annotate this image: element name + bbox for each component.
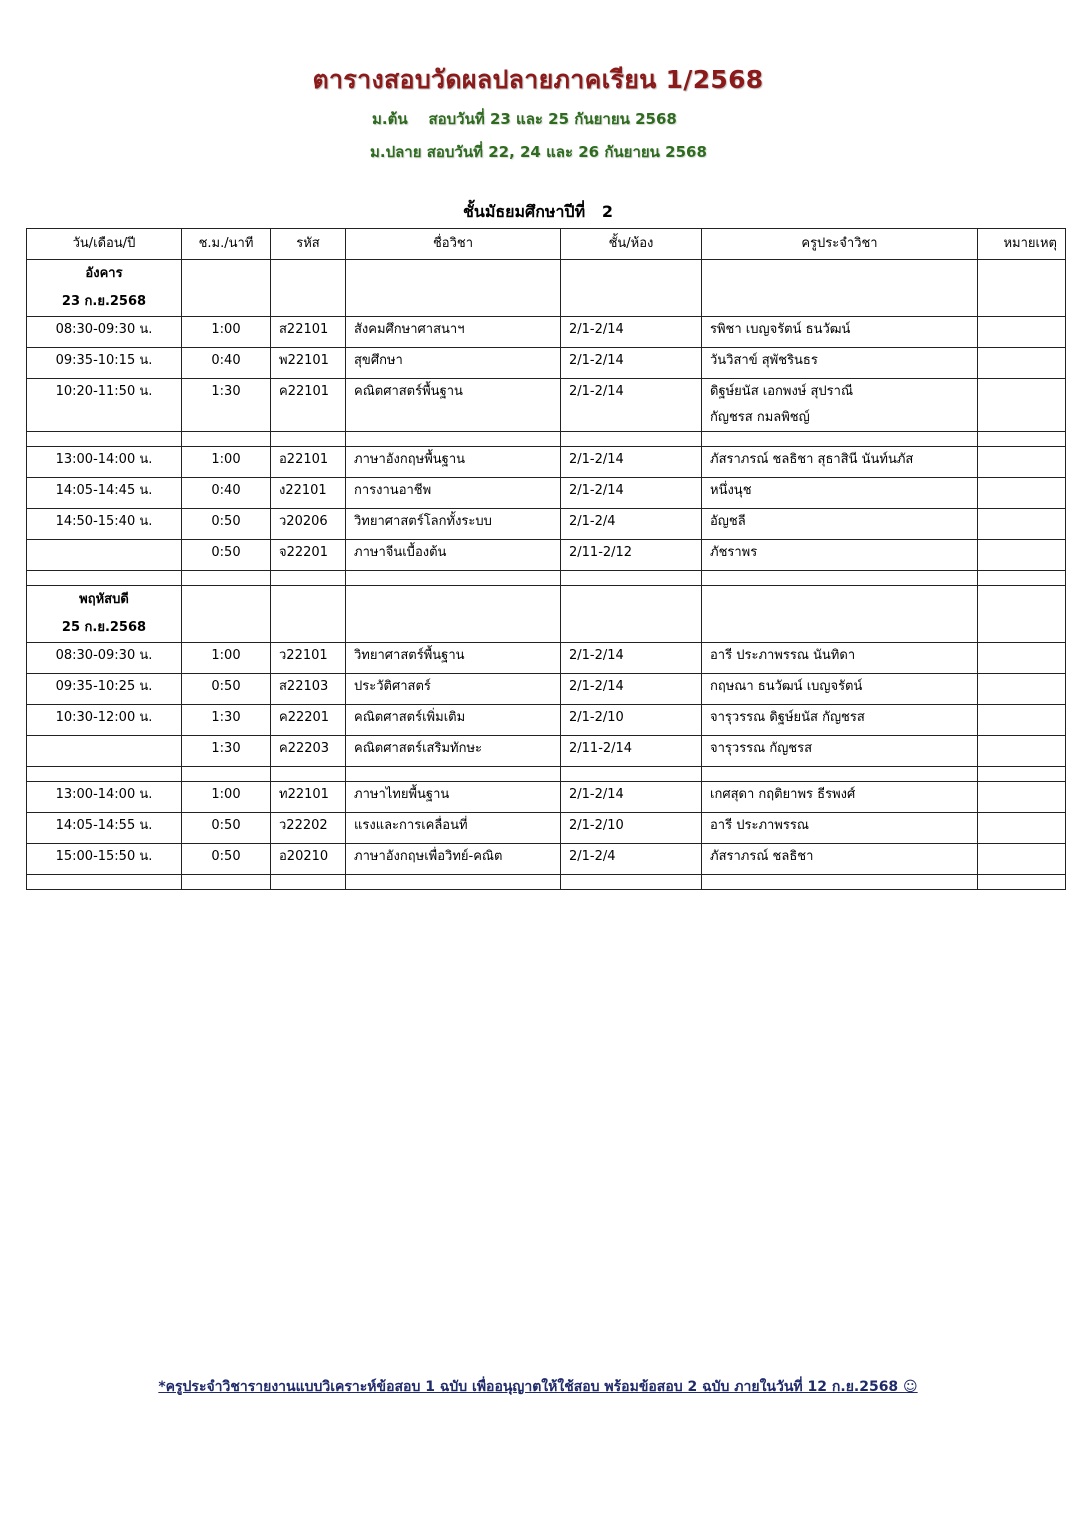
time-cell: 10:20-11:50 น.	[27, 379, 182, 432]
column-header-duration: ช.ม./นาที	[182, 229, 271, 260]
code-cell: ส22101	[271, 317, 346, 348]
code-cell: ว22202	[271, 813, 346, 844]
subject-cell: แรงและการเคลื่อนที่	[346, 813, 561, 844]
teacher-cell	[702, 813, 978, 844]
room-cell: 2/1-2/14	[561, 674, 702, 705]
empty-cell	[271, 586, 346, 643]
code-cell: ท22101	[271, 782, 346, 813]
duration-cell: 0:50	[182, 540, 271, 571]
teacher-cell	[702, 540, 978, 571]
time-cell: 13:00-14:00 น.	[27, 782, 182, 813]
table-row	[27, 705, 1066, 736]
duration-cell: 1:00	[182, 643, 271, 674]
duration-cell: 1:00	[182, 447, 271, 478]
time-cell	[27, 736, 182, 767]
code-cell: ค22101	[271, 379, 346, 432]
column-header-note: หมายเหตุ	[978, 229, 1066, 260]
teacher-cell	[702, 509, 978, 540]
subtitle-upper-secondary: ม.ปลาย สอบวันที่ 22, 24 และ 26 กันยายน 2568	[370, 143, 707, 161]
empty-cell	[978, 571, 1066, 586]
day-header-row	[27, 586, 1066, 643]
empty-cell	[561, 586, 702, 643]
table-body	[27, 260, 1066, 890]
empty-cell	[978, 875, 1066, 890]
code-cell: ส22103	[271, 674, 346, 705]
note-cell	[978, 379, 1066, 432]
empty-cell	[702, 767, 978, 782]
empty-cell	[182, 571, 271, 586]
duration-cell: 1:00	[182, 782, 271, 813]
note-cell	[978, 348, 1066, 379]
spacer-row	[27, 571, 1066, 586]
room-cell: 2/11-2/14	[561, 736, 702, 767]
duration-cell: 1:30	[182, 379, 271, 432]
note-cell	[978, 674, 1066, 705]
empty-cell	[271, 260, 346, 317]
duration-cell: 0:40	[182, 478, 271, 509]
teacher-cell	[702, 674, 978, 705]
code-cell: ง22101	[271, 478, 346, 509]
table-row	[27, 674, 1066, 705]
duration-cell: 0:40	[182, 348, 271, 379]
room-cell: 2/1-2/14	[561, 447, 702, 478]
exam-schedule-table	[26, 228, 1066, 890]
duration-cell: 0:50	[182, 674, 271, 705]
table-row	[27, 782, 1066, 813]
teacher-cell	[702, 643, 978, 674]
empty-cell	[182, 767, 271, 782]
teacher-line: อัญชลี	[710, 514, 746, 529]
room-cell: 2/1-2/14	[561, 478, 702, 509]
room-cell: 2/1-2/14	[561, 317, 702, 348]
teacher-line: กฤษณา ธนวัฒน์ เบญจรัตน์	[710, 679, 863, 694]
subject-cell: ภาษาอังกฤษพื้นฐาน	[346, 447, 561, 478]
code-cell: ว22101	[271, 643, 346, 674]
teacher-line: จารุวรรณ ดิฐษ์ยนัส กัญชรส	[710, 710, 865, 725]
note-cell	[978, 705, 1066, 736]
empty-cell	[182, 260, 271, 317]
teacher-line: วันวิสาข์ สุพัชรินธร	[710, 353, 818, 368]
column-header-subject: ชื่อวิชา	[346, 229, 561, 260]
time-cell	[27, 540, 182, 571]
code-cell: ว20206	[271, 509, 346, 540]
table-row	[27, 478, 1066, 509]
teacher-cell	[702, 379, 978, 432]
empty-cell	[271, 571, 346, 586]
note-cell	[978, 813, 1066, 844]
duration-cell: 0:50	[182, 844, 271, 875]
teacher-cell	[702, 478, 978, 509]
table-row	[27, 447, 1066, 478]
empty-cell	[346, 875, 561, 890]
column-header-code: รหัส	[271, 229, 346, 260]
duration-cell: 1:30	[182, 705, 271, 736]
day-date-cell	[27, 586, 182, 643]
teacher-cell	[702, 782, 978, 813]
teacher-line-2: กัญชรส กมลพิชญ์	[710, 410, 810, 425]
empty-cell	[978, 767, 1066, 782]
table-header	[27, 229, 1066, 260]
empty-cell	[561, 571, 702, 586]
column-header-room: ชั้น/ห้อง	[561, 229, 702, 260]
room-cell: 2/1-2/4	[561, 509, 702, 540]
empty-cell	[27, 432, 182, 447]
teacher-line: รพิชา เบญจรัตน์ ธนวัฒน์	[710, 322, 851, 337]
empty-cell	[978, 260, 1066, 317]
spacer-row	[27, 767, 1066, 782]
teacher-line: อารี ประภาพรรณ นันทิดา	[710, 648, 856, 663]
subject-cell: ภาษาอังกฤษเพื่อวิทย์-คณิต	[346, 844, 561, 875]
time-cell: 13:00-14:00 น.	[27, 447, 182, 478]
teacher-line: เกศสุดา กฤติยาพร ธีรพงศ์	[710, 787, 856, 802]
empty-cell	[702, 432, 978, 447]
empty-cell	[271, 875, 346, 890]
day-date: 23 ก.ย.2568	[61, 294, 147, 309]
code-cell: ค22201	[271, 705, 346, 736]
empty-cell	[27, 767, 182, 782]
time-cell: 08:30-09:30 น.	[27, 643, 182, 674]
room-cell: 2/1-2/10	[561, 813, 702, 844]
spacer-row	[27, 432, 1066, 447]
teacher-line: อารี ประภาพรรณ	[710, 818, 809, 833]
spacer-row	[27, 875, 1066, 890]
teacher-line: จารุวรรณ กัญชรส	[710, 741, 813, 756]
empty-cell	[702, 571, 978, 586]
time-cell: 09:35-10:15 น.	[27, 348, 182, 379]
teacher-cell	[702, 844, 978, 875]
footnote: *ครูประจำวิชารายงานแบบวิเคราะห์ข้อสอบ 1 ฉบับ เพื่ออนุญาตให้ใช้สอบ พร้อมข้อสอบ 2 ฉบับ ภายในวันที่ 12 ก.ย.2568 ☺	[158, 1379, 918, 1395]
room-cell: 2/1-2/14	[561, 379, 702, 432]
subject-cell: การงานอาชีพ	[346, 478, 561, 509]
empty-cell	[182, 875, 271, 890]
table-row	[27, 844, 1066, 875]
page-title: ตารางสอบวัดผลปลายภาคเรียน 1/2568	[312, 65, 764, 94]
empty-cell	[182, 586, 271, 643]
teacher-cell	[702, 317, 978, 348]
time-cell: 14:05-14:55 น.	[27, 813, 182, 844]
empty-cell	[27, 571, 182, 586]
table-row	[27, 643, 1066, 674]
teacher-cell	[702, 705, 978, 736]
duration-cell: 0:50	[182, 813, 271, 844]
subject-cell: ภาษาไทยพื้นฐาน	[346, 782, 561, 813]
code-cell: อ20210	[271, 844, 346, 875]
duration-cell: 0:50	[182, 509, 271, 540]
table-row	[27, 317, 1066, 348]
column-header-date: วัน/เดือน/ปี	[27, 229, 182, 260]
subject-cell: คณิตศาสตร์เพิ่มเติม	[346, 705, 561, 736]
empty-cell	[978, 432, 1066, 447]
column-header-teacher: ครูประจำวิชา	[702, 229, 978, 260]
time-cell: 08:30-09:30 น.	[27, 317, 182, 348]
empty-cell	[271, 767, 346, 782]
table-row	[27, 379, 1066, 432]
room-cell: 2/1-2/14	[561, 782, 702, 813]
duration-cell: 1:00	[182, 317, 271, 348]
subject-cell: สุขศึกษา	[346, 348, 561, 379]
note-cell	[978, 447, 1066, 478]
day-name: อังคาร	[85, 266, 123, 281]
teacher-line: ภัสราภรณ์ ชลธิชา	[710, 849, 814, 864]
duration-cell: 1:30	[182, 736, 271, 767]
time-cell: 15:00-15:50 น.	[27, 844, 182, 875]
empty-cell	[182, 432, 271, 447]
room-cell: 2/1-2/10	[561, 705, 702, 736]
empty-cell	[561, 432, 702, 447]
code-cell: จ22201	[271, 540, 346, 571]
teacher-cell	[702, 736, 978, 767]
empty-cell	[702, 586, 978, 643]
note-cell	[978, 540, 1066, 571]
empty-cell	[702, 875, 978, 890]
empty-cell	[561, 767, 702, 782]
note-cell	[978, 317, 1066, 348]
subject-cell: ประวัติศาสตร์	[346, 674, 561, 705]
day-date: 25 ก.ย.2568	[61, 620, 147, 635]
time-cell: 14:05-14:45 น.	[27, 478, 182, 509]
note-cell	[978, 478, 1066, 509]
note-cell	[978, 643, 1066, 674]
empty-cell	[346, 571, 561, 586]
grade-heading: ชั้นมัธยมศึกษาปีที่ 2	[463, 202, 613, 221]
code-cell: ค22203	[271, 736, 346, 767]
table-row	[27, 813, 1066, 844]
table-row	[27, 509, 1066, 540]
room-cell: 2/1-2/14	[561, 643, 702, 674]
note-cell	[978, 736, 1066, 767]
day-name: พฤหัสบดี	[79, 592, 129, 607]
empty-cell	[346, 432, 561, 447]
subtitle-lower-secondary: ม.ต้น สอบวันที่ 23 และ 25 กันยายน 2568	[372, 110, 677, 128]
empty-cell	[702, 260, 978, 317]
subject-cell: ภาษาจีนเบื้องต้น	[346, 540, 561, 571]
empty-cell	[346, 586, 561, 643]
empty-cell	[346, 767, 561, 782]
subject-cell: สังคมศึกษาศาสนาฯ	[346, 317, 561, 348]
day-date-cell	[27, 260, 182, 317]
subject-cell: คณิตศาสตร์พื้นฐาน	[346, 379, 561, 432]
empty-cell	[346, 260, 561, 317]
time-cell: 10:30-12:00 น.	[27, 705, 182, 736]
table-row	[27, 540, 1066, 571]
subject-cell: วิทยาศาสตร์พื้นฐาน	[346, 643, 561, 674]
empty-cell	[271, 432, 346, 447]
teacher-line: หนึ่งนุช	[710, 483, 752, 498]
empty-cell	[978, 586, 1066, 643]
time-cell: 09:35-10:25 น.	[27, 674, 182, 705]
code-cell: พ22101	[271, 348, 346, 379]
teacher-cell	[702, 348, 978, 379]
room-cell: 2/1-2/14	[561, 348, 702, 379]
empty-cell	[561, 260, 702, 317]
note-cell	[978, 844, 1066, 875]
room-cell: 2/1-2/4	[561, 844, 702, 875]
note-cell	[978, 782, 1066, 813]
empty-cell	[561, 875, 702, 890]
subject-cell: คณิตศาสตร์เสริมทักษะ	[346, 736, 561, 767]
subject-cell: วิทยาศาสตร์โลกทั้งระบบ	[346, 509, 561, 540]
time-cell: 14:50-15:40 น.	[27, 509, 182, 540]
teacher-cell	[702, 447, 978, 478]
empty-cell	[27, 875, 182, 890]
note-cell	[978, 509, 1066, 540]
room-cell: 2/11-2/12	[561, 540, 702, 571]
day-header-row	[27, 260, 1066, 317]
teacher-line: ภัสราภรณ์ ชลธิชา สุธาสินี นันท์นภัส	[710, 452, 914, 467]
teacher-line: ดิฐษ์ยนัส เอกพงษ์ สุปราณี	[710, 384, 854, 399]
teacher-line: ภัชราพร	[710, 545, 758, 560]
code-cell: อ22101	[271, 447, 346, 478]
table-row	[27, 736, 1066, 767]
table-row	[27, 348, 1066, 379]
